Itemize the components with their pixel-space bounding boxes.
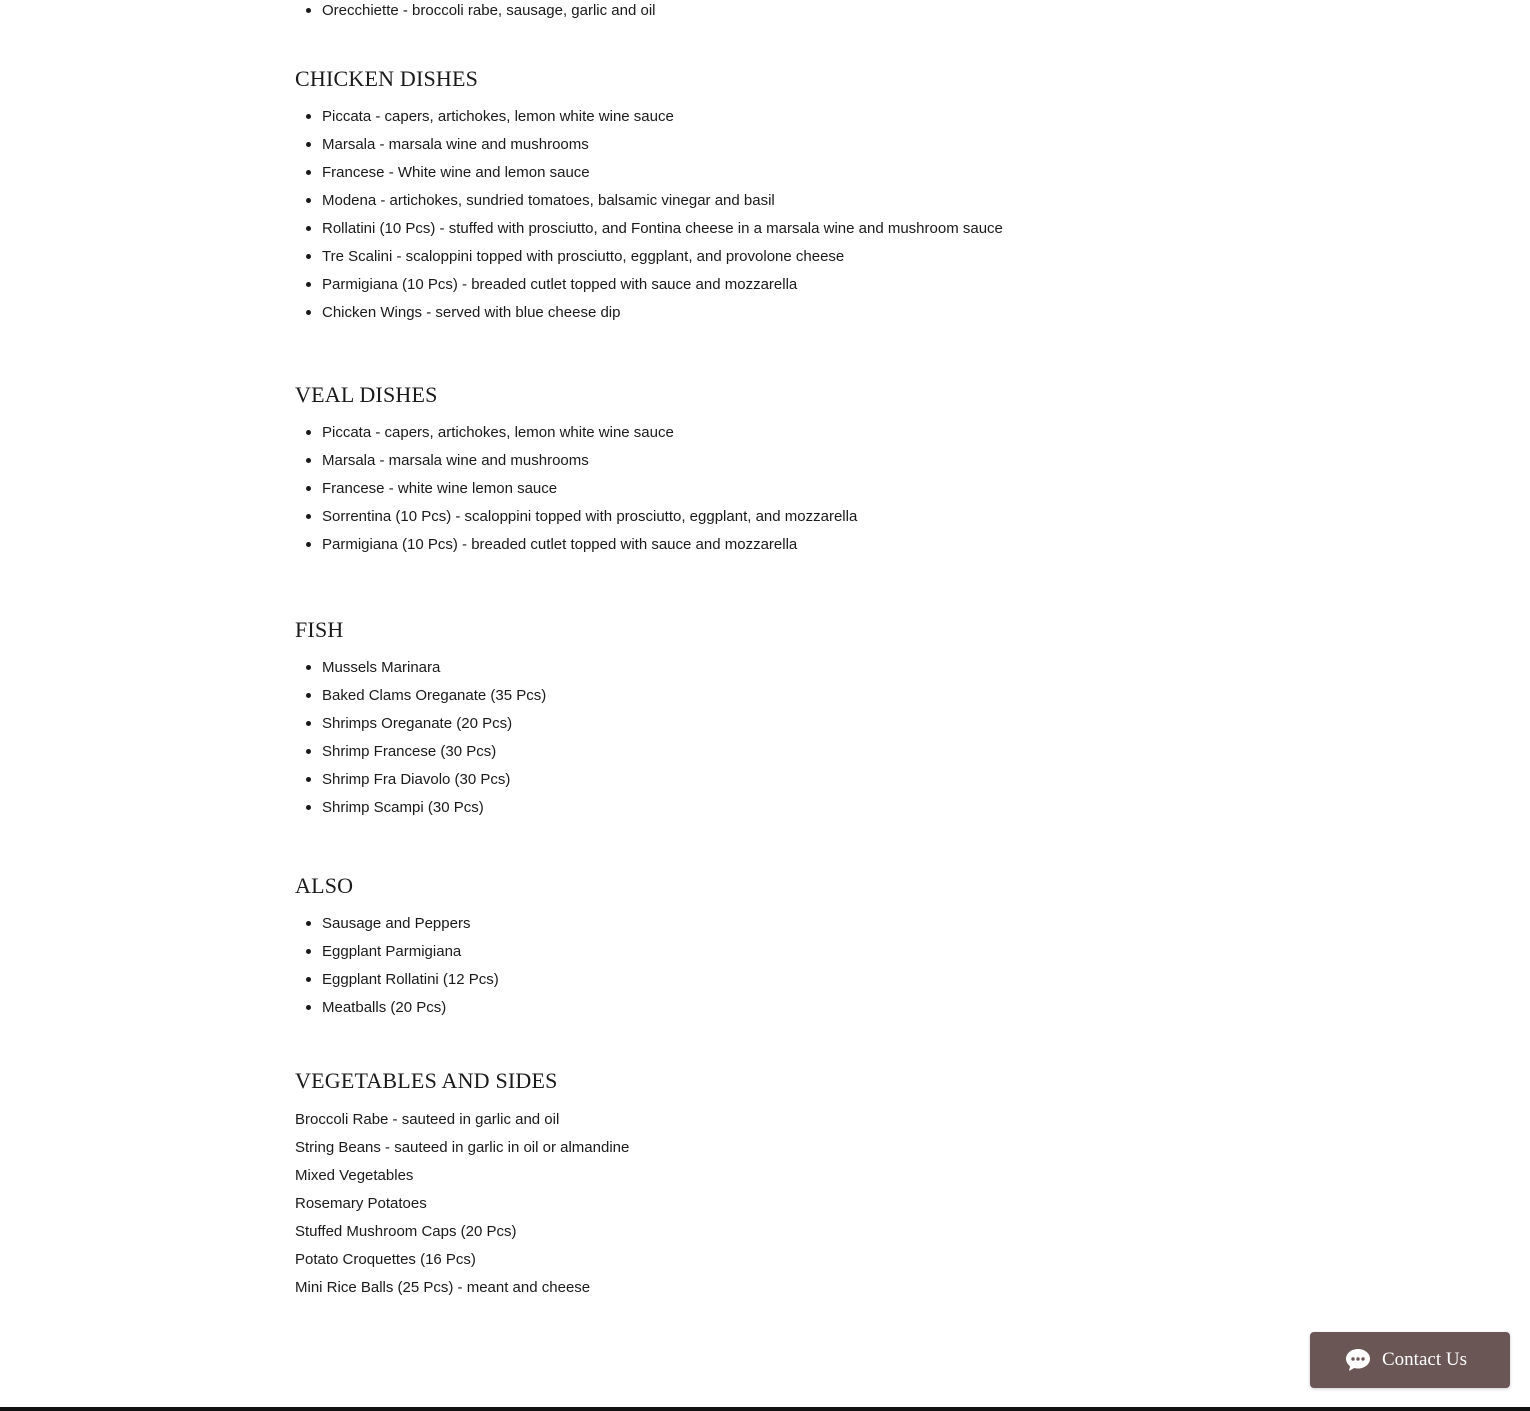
section-title-vegetables: VEGETABLES AND SIDES <box>295 1068 558 1093</box>
list-item: Stuffed Mushroom Caps (20 Pcs) <box>295 1223 517 1240</box>
list-item: Orecchiette - broccoli rabe, sausage, garlic and oil <box>322 0 656 25</box>
chicken-list <box>295 103 1003 327</box>
list-item: Baked Clams Oreganate (35 Pcs) <box>322 682 546 710</box>
list-item: Shrimps Oreganate (20 Pcs) <box>322 710 546 738</box>
list-item: Piccata - capers, artichokes, lemon white wine sauce <box>322 103 1003 131</box>
list-item: Marsala - marsala wine and mushrooms <box>322 131 1003 159</box>
list-item: Shrimp Francese (30 Pcs) <box>322 738 546 766</box>
list-item: Parmigiana (10 Pcs) - breaded cutlet topped with sauce and mozzarella <box>322 271 1003 299</box>
list-item: Mini Rice Balls (25 Pcs) - meant and cheese <box>295 1279 591 1296</box>
vegetables-list <box>295 1106 629 1302</box>
list-item: Modena - artichokes, sundried tomatoes, balsamic vinegar and basil <box>322 187 1003 215</box>
list-item: Broccoli Rabe - sauteed in garlic and oil <box>295 1111 560 1128</box>
section-title-chicken: CHICKEN DISHES <box>295 66 479 91</box>
contact-us-label: Contact Us <box>1382 1349 1467 1370</box>
list-item: Mussels Marinara <box>322 654 546 682</box>
list-item: Piccata - capers, artichokes, lemon white wine sauce <box>322 419 857 447</box>
list-item: Marsala - marsala wine and mushrooms <box>322 447 857 475</box>
list-item: Chicken Wings - served with blue cheese dip <box>322 299 1003 327</box>
section-title-veal: VEAL DISHES <box>295 382 438 407</box>
chat-bubble-icon <box>1345 1348 1371 1372</box>
list-item: Francese - white wine lemon sauce <box>322 475 857 503</box>
list-item: Mixed Vegetables <box>295 1167 414 1184</box>
list-item: Francese - White wine and lemon sauce <box>322 159 1003 187</box>
list-item: Rollatini (10 Pcs) - stuffed with prosciutto, and Fontina cheese in a marsala wine and mushroom sauce <box>322 215 1003 243</box>
section-title-also: ALSO <box>295 873 354 898</box>
veal-list <box>295 419 857 559</box>
list-item: Shrimp Scampi (30 Pcs) <box>322 794 546 822</box>
list-item: Potato Croquettes (16 Pcs) <box>295 1251 476 1268</box>
list-item: Tre Scalini - scaloppini topped with prosciutto, eggplant, and provolone cheese <box>322 243 1003 271</box>
also-list <box>295 910 499 1022</box>
list-item: Meatballs (20 Pcs) <box>322 994 499 1022</box>
footer-divider <box>0 1407 1530 1411</box>
list-item: Eggplant Rollatini (12 Pcs) <box>322 966 499 994</box>
list-item: Rosemary Potatoes <box>295 1195 427 1212</box>
list-item: Sausage and Peppers <box>322 910 499 938</box>
list-item: Eggplant Parmigiana <box>322 938 499 966</box>
list-item: Shrimp Fra Diavolo (30 Pcs) <box>322 766 546 794</box>
list-item: String Beans - sauteed in garlic in oil or almandine <box>295 1139 630 1156</box>
contact-us-button[interactable] <box>1310 1332 1510 1388</box>
pasta-list <box>295 0 656 25</box>
list-item: Parmigiana (10 Pcs) - breaded cutlet topped with sauce and mozzarella <box>322 531 857 559</box>
list-item: Sorrentina (10 Pcs) - scaloppini topped with prosciutto, eggplant, and mozzarella <box>322 503 857 531</box>
fish-list <box>295 654 546 822</box>
section-title-fish: FISH <box>295 617 344 642</box>
